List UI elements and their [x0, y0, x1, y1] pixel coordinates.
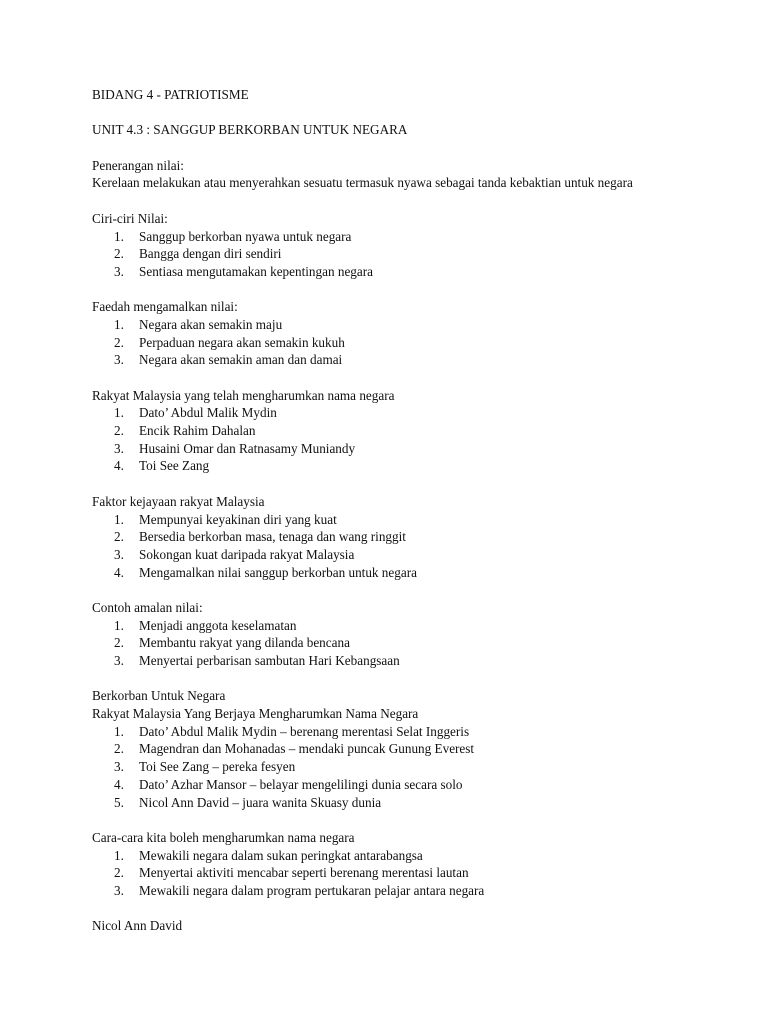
list-item-number: 4.	[114, 776, 124, 792]
list-item-number: 1.	[114, 228, 124, 244]
list-item	[92, 847, 732, 865]
list-item-text: Sentiasa mengutamakan kepentingan negara	[139, 263, 373, 279]
list-item-number: 2.	[114, 423, 124, 439]
list-item	[92, 546, 732, 564]
section-title: Berkorban Untuk Negara	[92, 688, 226, 704]
section	[92, 687, 732, 829]
list-item-text: Bersedia berkorban masa, tenaga dan wang ringgit	[139, 529, 406, 545]
list-item-number: 3.	[114, 352, 124, 368]
document-page	[92, 86, 732, 935]
section-title: Faedah mengamalkan nilai:	[92, 299, 238, 315]
list-item-text: Sokongan kuat daripada rakyat Malaysia	[139, 546, 355, 562]
section	[92, 493, 732, 599]
numbered-list	[92, 316, 732, 369]
list-item-text: Mewakili negara dalam sukan peringkat antarabangsa	[139, 847, 423, 863]
list-item	[92, 316, 732, 334]
numbered-list	[92, 404, 732, 475]
numbered-list	[92, 228, 732, 281]
section-title: Penerangan nilai:	[92, 157, 184, 173]
spacer	[92, 900, 732, 918]
list-item	[92, 758, 732, 776]
section-title: Cara-cara kita boleh mengharumkan nama negara	[92, 829, 355, 845]
list-item	[92, 404, 732, 422]
numbered-list	[92, 617, 732, 670]
numbered-list	[92, 847, 732, 900]
list-item	[92, 334, 732, 352]
list-item	[92, 440, 732, 458]
section	[92, 599, 732, 687]
list-item-text: Bangga dengan diri sendiri	[139, 246, 282, 262]
list-item-text: Toi See Zang – pereka fesyen	[139, 759, 296, 775]
list-item	[92, 245, 732, 263]
list-item-text: Sanggup berkorban nyawa untuk negara	[139, 228, 352, 244]
list-item-number: 3.	[114, 546, 124, 562]
list-item-text: Dato’ Azhar Mansor – belayar mengelilingi dunia secara solo	[139, 776, 463, 792]
list-item-text: Mempunyai keyakinan diri yang kuat	[139, 511, 337, 527]
section	[92, 387, 732, 493]
section-title: Contoh amalan nilai:	[92, 599, 203, 615]
section-title: Faktor kejayaan rakyat Malaysia	[92, 493, 265, 509]
list-item-number: 3.	[114, 882, 124, 898]
list-item-text: Perpaduan negara akan semakin kukuh	[139, 334, 345, 350]
list-item-number: 3.	[114, 440, 124, 456]
section	[92, 829, 732, 917]
list-item-number: 2.	[114, 635, 124, 651]
section	[92, 210, 732, 298]
list-item-number: 1.	[114, 723, 124, 739]
list-item	[92, 457, 732, 475]
list-item-number: 1.	[114, 316, 124, 332]
list-item-number: 1.	[114, 847, 124, 863]
spacer	[92, 192, 732, 210]
spacer	[92, 139, 732, 157]
list-item-text: Menyertai aktiviti mencabar seperti berenang merentasi lautan	[139, 865, 469, 881]
list-item-text: Mengamalkan nilai sanggup berkorban untuk negara	[139, 564, 417, 580]
list-item	[92, 882, 732, 900]
section	[92, 298, 732, 386]
list-item-number: 4.	[114, 564, 124, 580]
document-heading: BIDANG 4 - PATRIOTISME	[92, 87, 249, 102]
list-item-text: Negara akan semakin aman dan damai	[139, 352, 343, 368]
list-item	[92, 864, 732, 882]
list-item-text: Dato’ Abdul Malik Mydin – berenang merentasi Selat Inggeris	[139, 723, 470, 739]
numbered-list	[92, 723, 732, 811]
list-item	[92, 723, 732, 741]
section-title: Nicol Ann David	[92, 918, 183, 934]
list-item-text: Toi See Zang	[139, 458, 210, 474]
spacer	[92, 369, 732, 387]
list-item	[92, 422, 732, 440]
list-item-number: 3.	[114, 263, 124, 279]
list-item	[92, 617, 732, 635]
list-item-text: Mewakili negara dalam program pertukaran pelajar antara negara	[139, 882, 485, 898]
list-item-text: Magendran dan Mohanadas – mendaki puncak Gunung Everest	[139, 741, 475, 757]
list-item	[92, 511, 732, 529]
list-item-text: Nicol Ann David – juara wanita Skuasy dunia	[139, 794, 382, 810]
spacer	[92, 104, 732, 122]
section-title: Ciri-ciri Nilai:	[92, 210, 168, 226]
list-item	[92, 740, 732, 758]
spacer	[92, 811, 732, 829]
list-item	[92, 263, 732, 281]
list-item-text: Husaini Omar dan Ratnasamy Muniandy	[139, 440, 356, 456]
numbered-list	[92, 511, 732, 582]
list-item-number: 2.	[114, 741, 124, 757]
list-item-number: 2.	[114, 334, 124, 350]
list-item-number: 1.	[114, 617, 124, 633]
list-item	[92, 528, 732, 546]
list-item-text: Menjadi anggota keselamatan	[139, 617, 297, 633]
list-item-text: Encik Rahim Dahalan	[139, 423, 256, 439]
spacer	[92, 670, 732, 688]
list-item	[92, 634, 732, 652]
list-item-number: 1.	[114, 405, 124, 421]
section-line: Rakyat Malaysia Yang Berjaya Mengharumkan Nama Negara	[92, 706, 419, 722]
list-item-number: 2.	[114, 865, 124, 881]
list-item	[92, 564, 732, 582]
section	[92, 157, 732, 210]
list-item-text: Menyertai perbarisan sambutan Hari Kebangsaan	[139, 653, 400, 668]
list-item-number: 2.	[114, 529, 124, 545]
spacer	[92, 581, 732, 599]
list-item-number: 4.	[114, 458, 124, 474]
list-item	[92, 776, 732, 794]
section	[92, 917, 732, 935]
section-line: Kerelaan melakukan atau menyerahkan sesuatu termasuk nyawa sebagai tanda kebaktian untuk negara	[92, 175, 633, 191]
list-item	[92, 228, 732, 246]
list-item-text: Dato’ Abdul Malik Mydin	[139, 405, 277, 421]
spacer	[92, 281, 732, 299]
list-item-text: Negara akan semakin maju	[139, 316, 283, 332]
section-title: Rakyat Malaysia yang telah mengharumkan nama negara	[92, 387, 395, 403]
list-item-number: 3.	[114, 653, 124, 668]
list-item	[92, 351, 732, 369]
list-item-number: 3.	[114, 759, 124, 775]
list-item	[92, 794, 732, 812]
list-item	[92, 652, 732, 670]
list-item-text: Membantu rakyat yang dilanda bencana	[139, 635, 350, 651]
unit-title: UNIT 4.3 : SANGGUP BERKORBAN UNTUK NEGARA	[92, 122, 408, 138]
spacer	[92, 475, 732, 493]
list-item-number: 2.	[114, 246, 124, 262]
list-item-number: 1.	[114, 511, 124, 527]
list-item-number: 5.	[114, 794, 124, 810]
document-body	[92, 157, 732, 935]
